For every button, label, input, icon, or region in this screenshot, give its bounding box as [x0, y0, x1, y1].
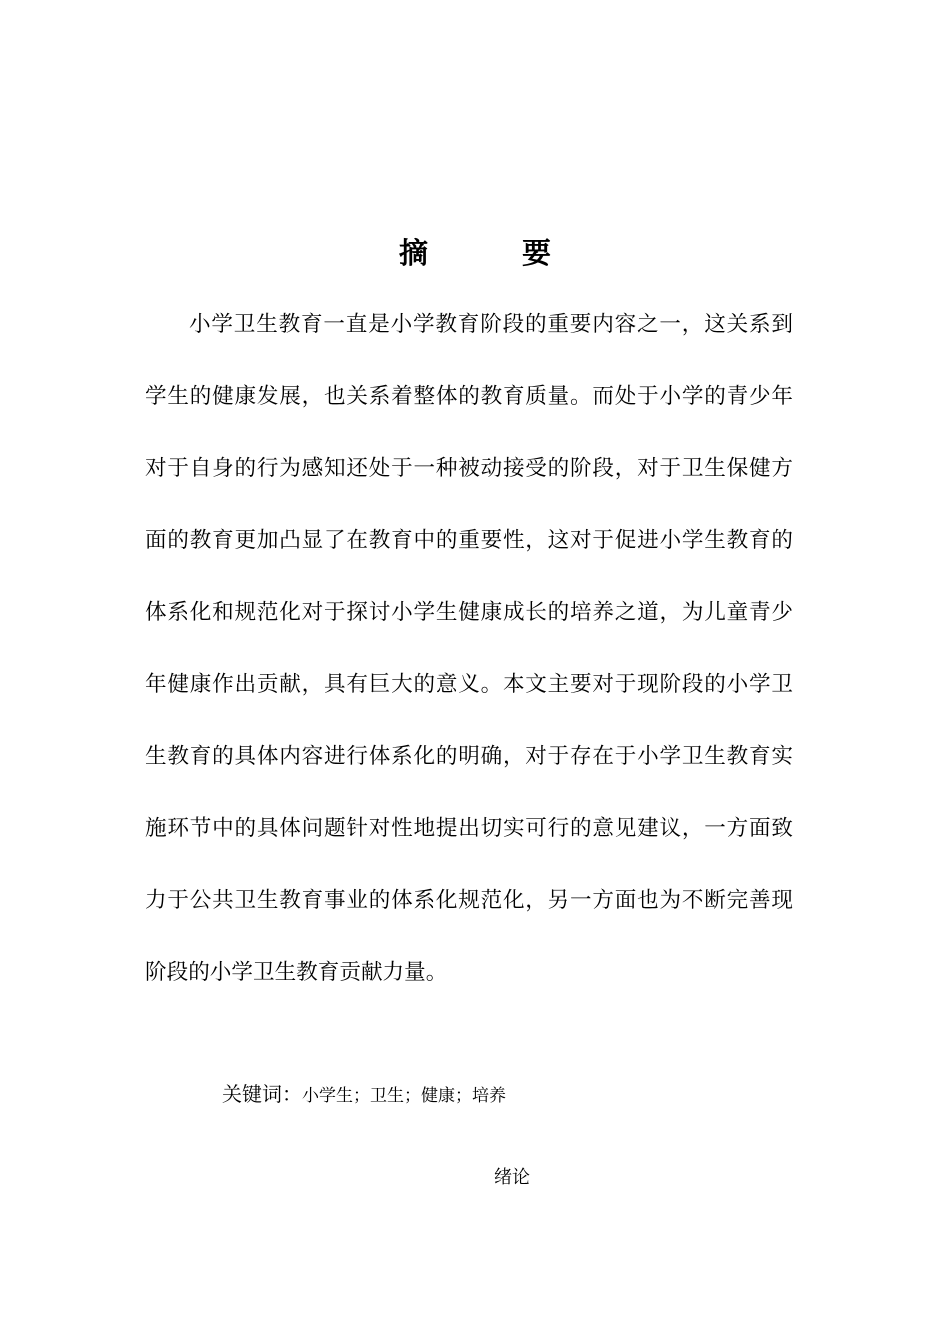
abstract-line: 施环节中的具体问题针对性地提出切实可行的意见建议，一方面致 — [145, 816, 793, 841]
abstract-line: 学生的健康发展，也关系着整体的教育质量。而处于小学的青少年 — [145, 384, 793, 409]
introduction-heading: 绪论 — [494, 1167, 530, 1188]
abstract-line: 对于自身的行为感知还处于一种被动接受的阶段，对于卫生保健方 — [145, 456, 793, 481]
abstract-title: 摘 要 — [398, 236, 594, 270]
abstract-line: 小学卫生教育一直是小学教育阶段的重要内容之一，这关系到 — [189, 312, 793, 337]
abstract-body — [145, 289, 793, 1009]
abstract-line: 阶段的小学卫生教育贡献力量。 — [145, 960, 448, 985]
keywords-line — [222, 1079, 506, 1109]
keywords-value: 小学生；卫生；健康；培养 — [302, 1086, 506, 1106]
abstract-line: 面的教育更加凸显了在教育中的重要性，这对于促进小学生教育的 — [145, 528, 793, 553]
abstract-line: 力于公共卫生教育事业的体系化规范化，另一方面也为不断完善现 — [145, 888, 793, 913]
abstract-line: 生教育的具体内容进行体系化的明确，对于存在于小学卫生教育实 — [145, 744, 793, 769]
abstract-line: 体系化和规范化对于探讨小学生健康成长的培养之道，为儿童青少 — [145, 600, 793, 625]
keywords-label: 关键词： — [222, 1082, 302, 1106]
abstract-line: 年健康作出贡献，具有巨大的意义。本文主要对于现阶段的小学卫 — [145, 672, 793, 697]
